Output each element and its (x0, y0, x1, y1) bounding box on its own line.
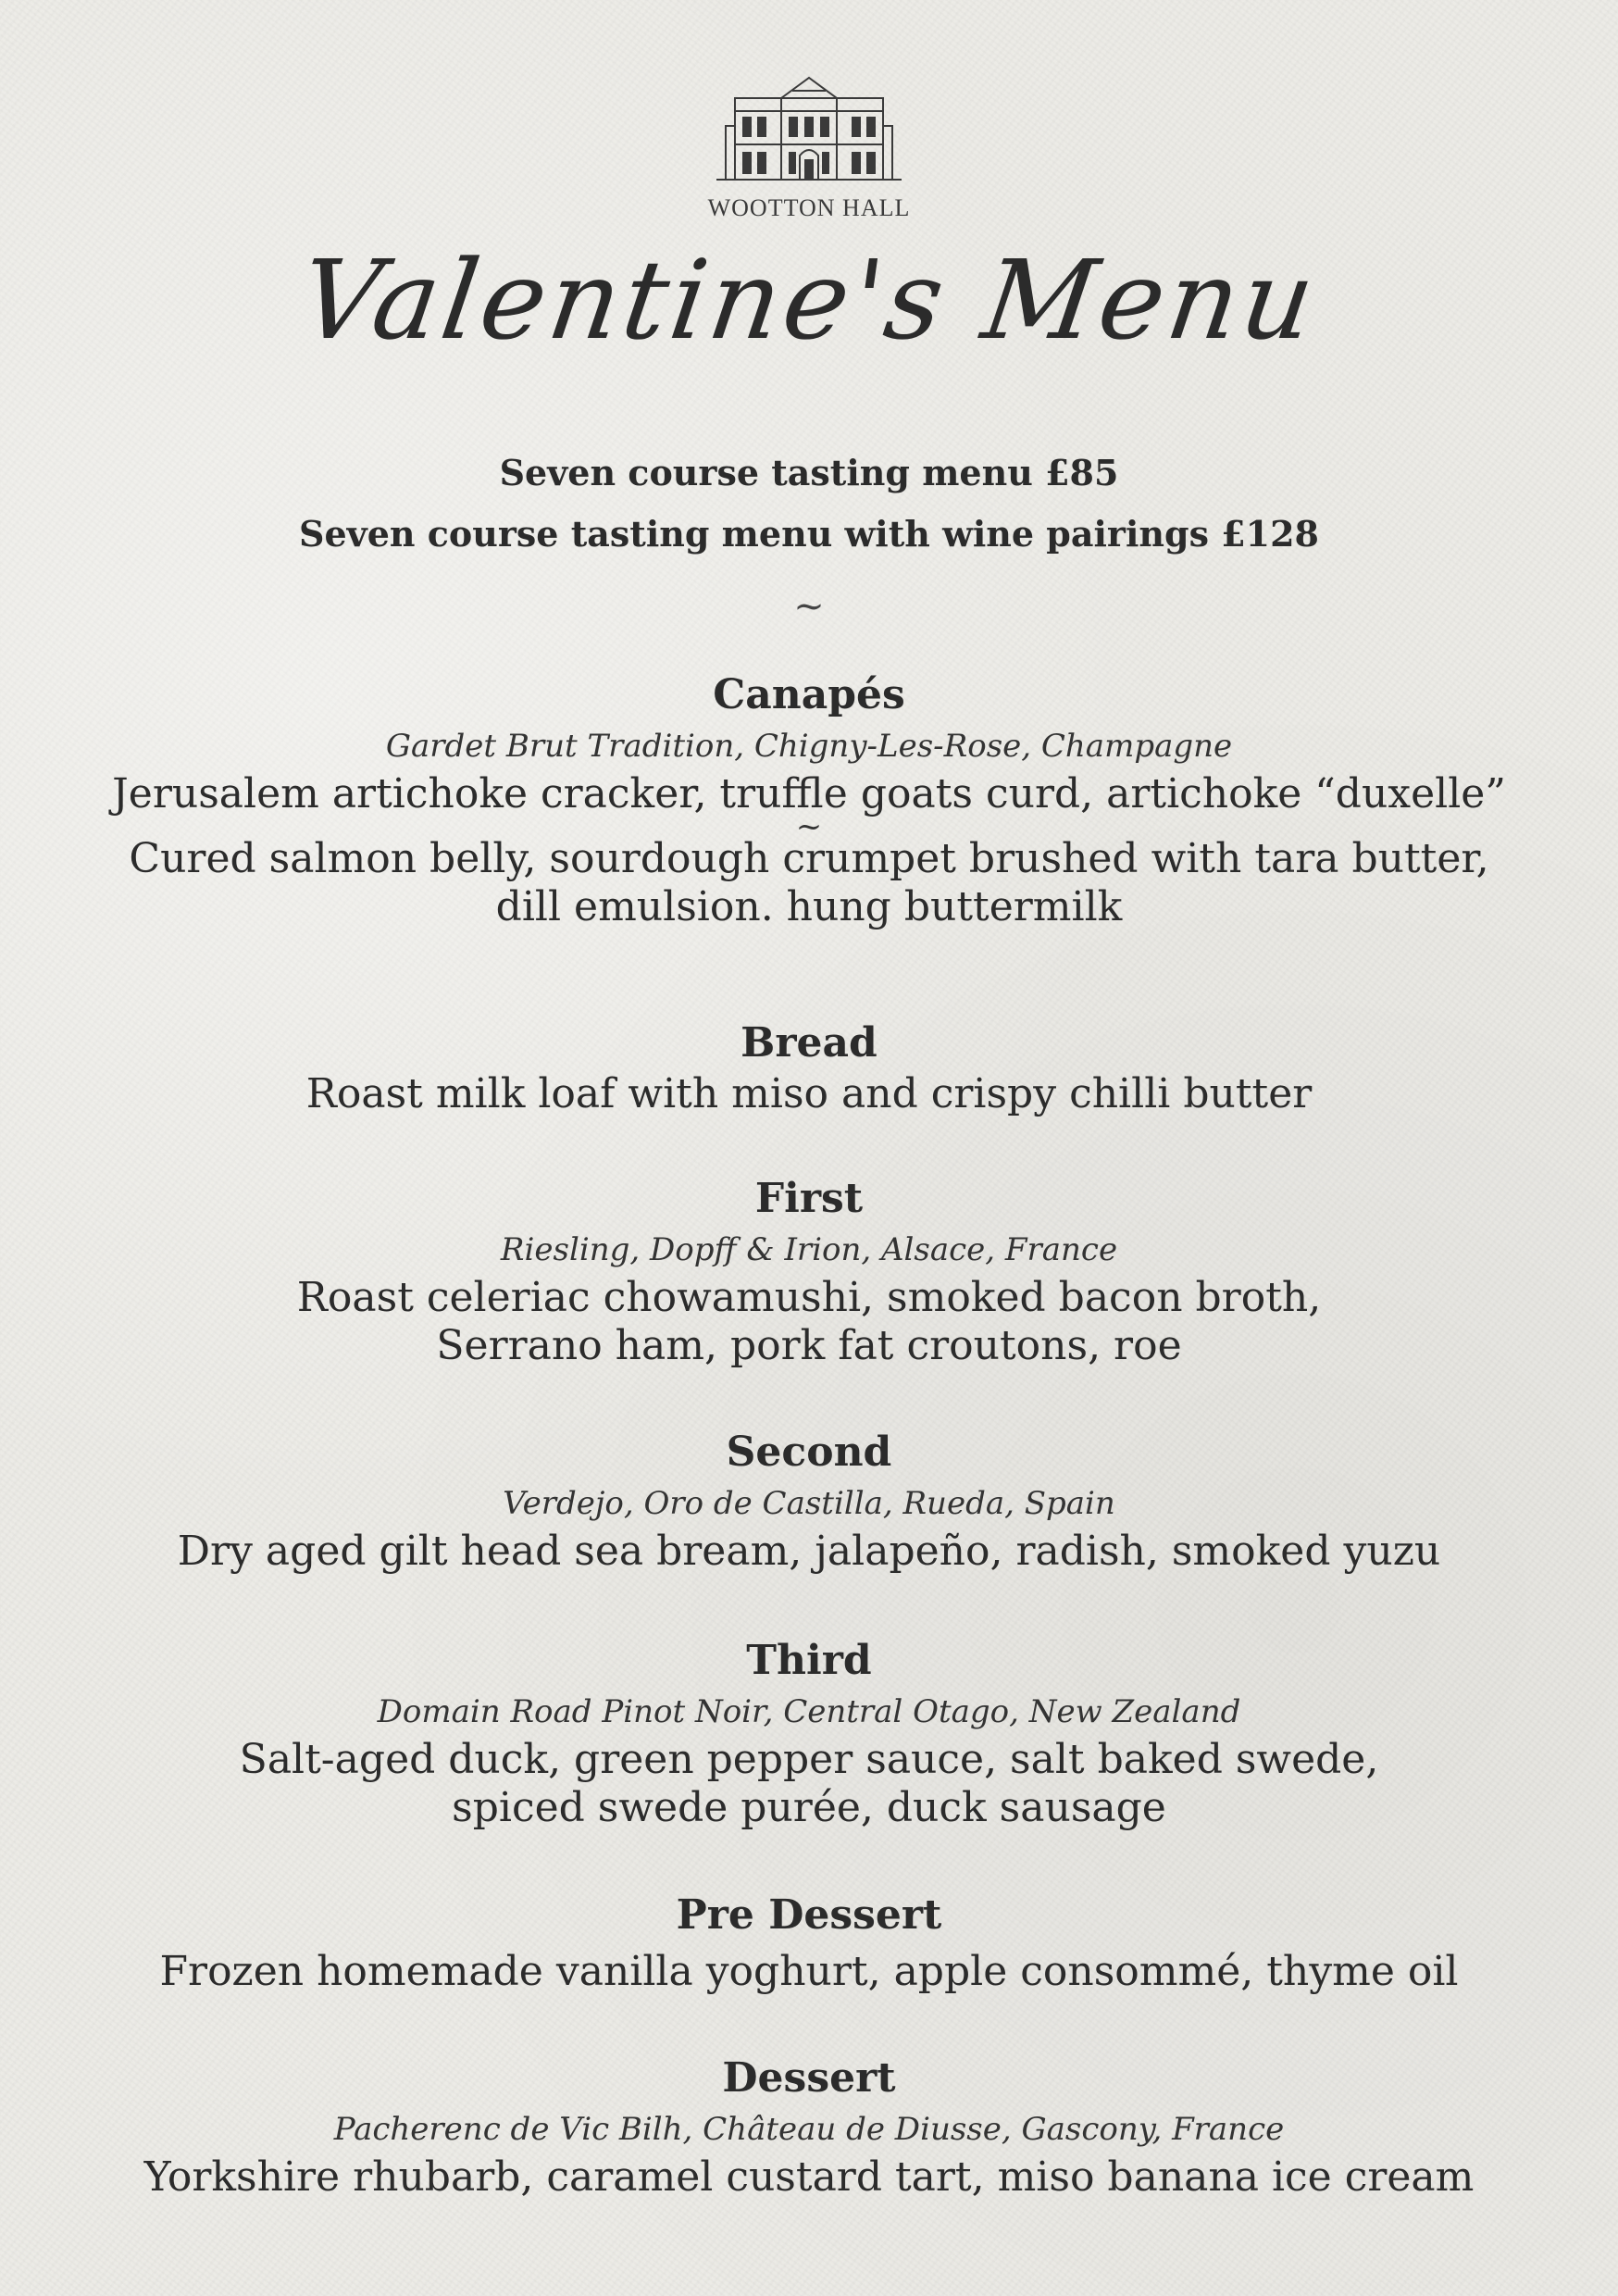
price-with-wine-pairings: Seven course tasting menu with wine pairings £128 (299, 513, 1319, 555)
venue-name: WOOTTON HALL (707, 194, 911, 221)
course-first (0, 1172, 1618, 1370)
wine-pairing: Domain Road Pinot Noir, Central Otago, New Zealand (377, 1693, 1241, 1730)
menu-title: Valentine's Menu (292, 236, 1326, 364)
dish-description: Roast celeriac chowamushi, smoked bacon broth, (296, 1274, 1322, 1321)
dish-description: Frozen homemade vanilla yoghurt, apple consommé, thyme oil (159, 1948, 1459, 1995)
ornament-divider: ~ (793, 585, 825, 628)
course-title: Second (726, 1429, 892, 1476)
dish-description: Serrano ham, pork fat croutons, roe (436, 1322, 1182, 1369)
course-third (0, 1634, 1618, 1832)
dish-description: dill emulsion. hung buttermilk (495, 883, 1123, 930)
course-pre-dessert (0, 1889, 1618, 1996)
dish-description: Cured salmon belly, sourdough crumpet brushed with tara butter, (129, 835, 1489, 882)
course-title: Pre Dessert (676, 1891, 942, 1939)
course-title: Bread (741, 1019, 877, 1067)
course-second (0, 1426, 1618, 1576)
course-canapes (0, 668, 1618, 931)
wine-pairing: Gardet Brut Tradition, Chigny-Les-Rose, Champagne (385, 728, 1233, 765)
course-title: Canapés (713, 671, 905, 718)
course-dessert (0, 2052, 1618, 2202)
dish-description: Salt-aged duck, green pepper sauce, salt baked swede, (239, 1736, 1379, 1783)
wine-pairing: Riesling, Dopff & Irion, Alsace, France (500, 1231, 1118, 1268)
course-title: Third (746, 1637, 872, 1684)
dish-description: Jerusalem artichoke cracker, truffle goats curd, artichoke “duxelle” (112, 770, 1506, 817)
course-bread (0, 1017, 1618, 1118)
course-title: First (754, 1175, 864, 1222)
dish-separator: ~ (795, 808, 823, 845)
dish-description: Yorkshire rhubarb, caramel custard tart, miso banana ice cream (143, 2153, 1475, 2201)
dish-description: Roast milk loaf with miso and crispy chilli butter (305, 1070, 1313, 1117)
course-title: Dessert (722, 2054, 896, 2102)
pricing-block (0, 443, 1618, 565)
dish-description: spiced swede purée, duck sausage (452, 1784, 1166, 1831)
wine-pairing: Pacherenc de Vic Bilh, Château de Diusse, Gascony, France (333, 2111, 1285, 2148)
wine-pairing: Verdejo, Oro de Castilla, Rueda, Spain (503, 1485, 1115, 1522)
price-tasting-menu: Seven course tasting menu £85 (499, 452, 1119, 493)
dish-description: Dry aged gilt head sea bream, jalapeño, radish, smoked yuzu (177, 1528, 1441, 1575)
